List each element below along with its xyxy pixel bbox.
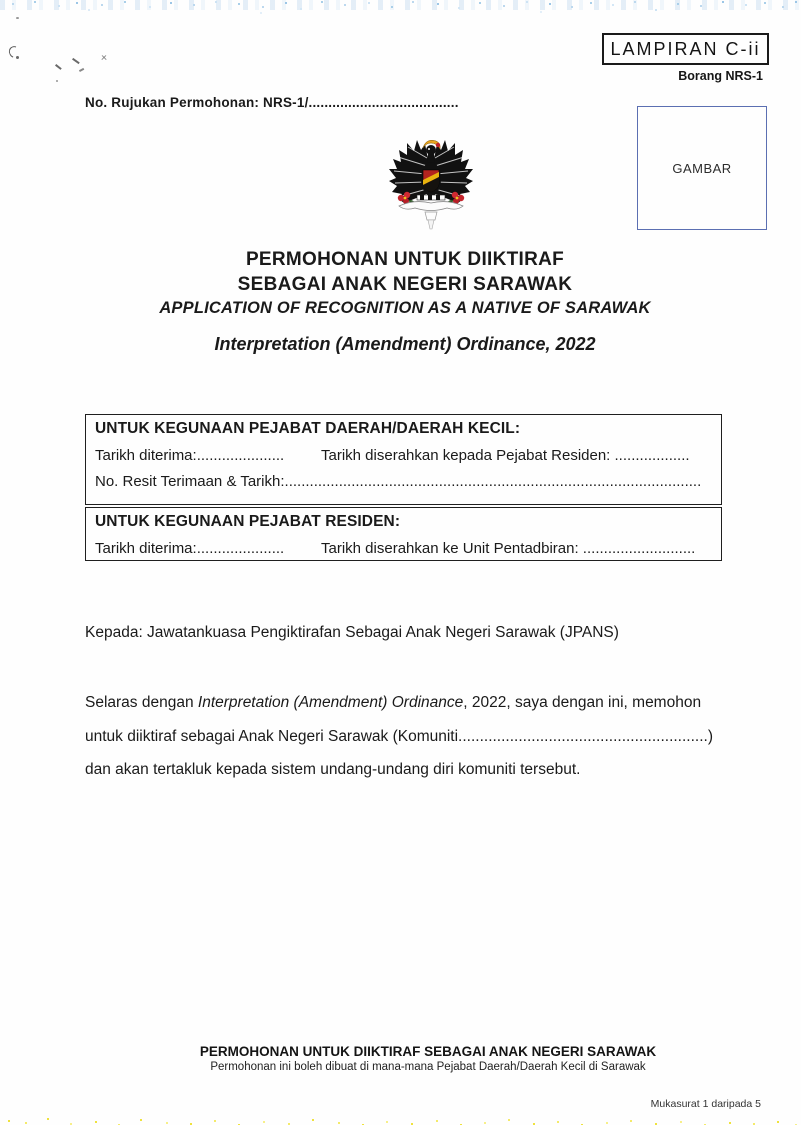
- office-use-box-resident: [85, 507, 722, 561]
- office-use-district-row1: [95, 447, 712, 464]
- page-footer: [55, 1044, 801, 1073]
- form-title-block: [85, 247, 725, 318]
- footer-note: Permohonan ini boleh dibuat di mana-mana Pejabat Daerah/Daerah Kecil di Sarawak: [210, 1061, 646, 1073]
- pen-mark: [16, 17, 19, 19]
- scan-artifact-top-band: [0, 0, 801, 10]
- office-use-resident-header: UNTUK KEGUNAAN PEJABAT RESIDEN:: [95, 513, 401, 530]
- form-title-line1: PERMOHONAN UNTUK DIIKTIRAF: [245, 249, 565, 270]
- page-number: Mukasurat 1 daripada 5: [650, 1098, 761, 1110]
- paragraph-line2: untuk diiktiraf sebagai Anak Negeri Sarawak (Komuniti..........................................................): [85, 727, 713, 745]
- photo-placeholder-label: GAMBAR: [672, 160, 732, 176]
- scan-artifact-bottom-speckles: [0, 1112, 2, 1114]
- field-tarikh-diterima: Tarikh diterima:.....................: [95, 540, 285, 557]
- field-tarikh-diserahkan-residen: Tarikh diserahkan kepada Pejabat Residen: ..................: [321, 447, 690, 464]
- field-tarikh-diserahkan-pentadbiran: Tarikh diserahkan ke Unit Pentadbiran: ...........................: [321, 540, 696, 557]
- lampiran-label-box: [602, 33, 769, 65]
- pen-mark: [56, 80, 58, 82]
- office-use-district-header: UNTUK KEGUNAAN PEJABAT DAERAH/DAERAH KECIL:: [95, 420, 521, 437]
- footer-title: PERMOHONAN UNTUK DIIKTIRAF SEBAGAI ANAK NEGERI SARAWAK: [199, 1044, 657, 1059]
- form-code-label: Borang NRS-1: [678, 69, 763, 83]
- paragraph-line1: [85, 686, 733, 720]
- field-no-resit-terimaan: No. Resit Terimaan & Tarikh:....................................................................................................: [95, 473, 702, 490]
- ordinance-reference-italic: Interpretation (Amendment) Ordinance: [197, 694, 464, 711]
- photo-placeholder-box: [637, 106, 767, 230]
- form-title-line2: SEBAGAI ANAK NEGERI SARAWAK: [237, 274, 573, 295]
- form-title-english: APPLICATION OF RECOGNITION AS A NATIVE OF SARAWAK: [159, 299, 651, 317]
- lampiran-label: LAMPIRAN C-ii: [610, 38, 761, 59]
- sarawak-coat-of-arms: [386, 136, 476, 236]
- ordinance-title: Interpretation (Amendment) Ordinance, 2022: [214, 334, 596, 354]
- reference-number-line: No. Rujukan Permohonan: NRS-1/......................................: [85, 95, 459, 110]
- pen-mark: [72, 58, 79, 64]
- addressee-line: Kepada: Jawatankuasa Pengiktirafan Sebagai Anak Negeri Sarawak (JPANS): [85, 624, 619, 641]
- pen-mark: [16, 56, 19, 59]
- application-paragraph: [85, 686, 733, 787]
- scan-artifact-top-speckles: [0, 0, 2, 2]
- paragraph-text: Selaras dengan: [85, 694, 198, 711]
- field-tarikh-diterima: Tarikh diterima:.....................: [95, 447, 285, 464]
- office-use-resident-row1: [95, 540, 712, 557]
- pen-mark: [7, 44, 22, 60]
- pen-mark: [79, 68, 84, 72]
- office-use-box-district: [85, 414, 722, 505]
- paragraph-text: , 2022, saya dengan ini, memohon: [463, 694, 702, 711]
- paragraph-line3: dan akan tertakluk kepada sistem undang-undang diri komuniti tersebut.: [85, 761, 581, 778]
- pen-mark: [55, 64, 61, 70]
